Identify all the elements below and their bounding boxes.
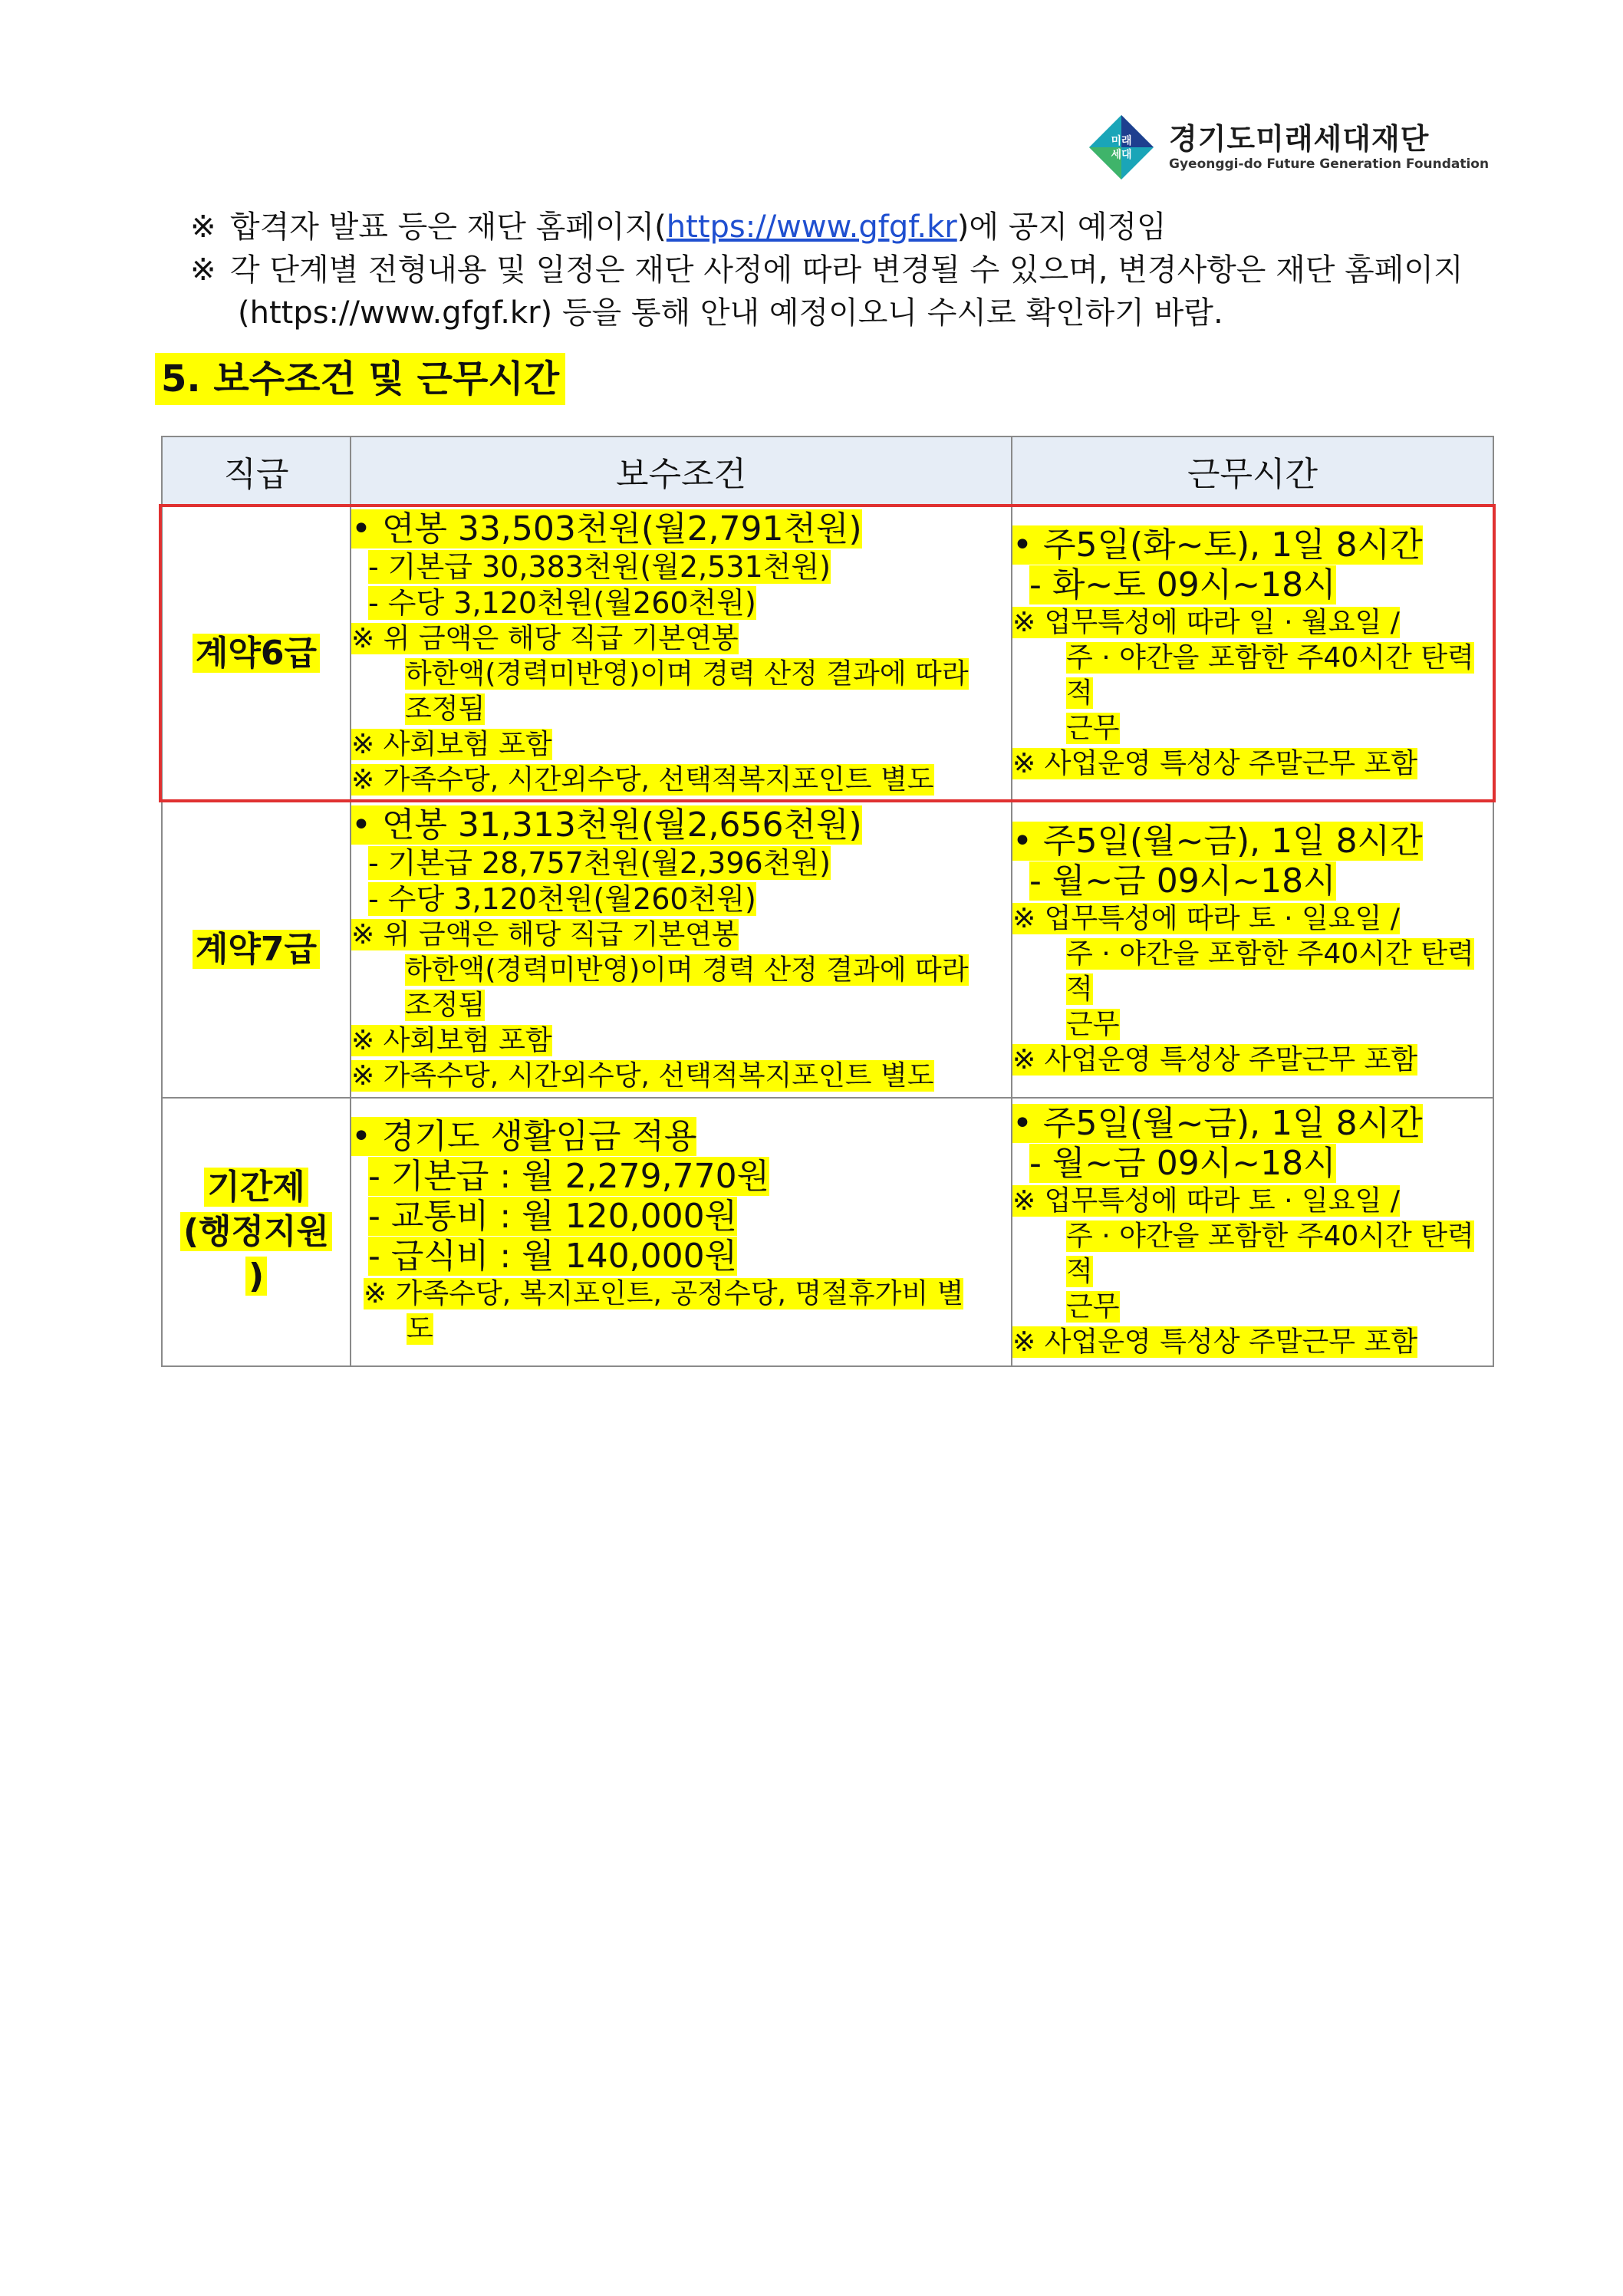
foundation-logo: [1088, 114, 1489, 181]
pay-note: 조정됨: [405, 990, 486, 1021]
grade-cell: [162, 506, 351, 802]
pay-note: ※ 사회보험 포함: [351, 729, 552, 760]
hours-note: 주 · 야간을 포함한 주40시간 탄력적: [1066, 642, 1474, 709]
section-title: 5. 보수조건 및 근무시간: [155, 353, 565, 405]
header-hours: 근무시간: [1012, 436, 1493, 506]
svg-text:세대: 세대: [1111, 149, 1132, 161]
hours-note: 근무: [1066, 1291, 1120, 1323]
transport-allowance: - 교통비 : 월 120,000원: [368, 1197, 738, 1236]
table-row: [162, 802, 1493, 1098]
header-pay: 보수조건: [351, 436, 1012, 506]
pay-note: 하한액(경력미반영)이며 경력 산정 결과에 따라: [405, 658, 969, 690]
work-days: • 주5일(월~금), 1일 8시간: [1012, 822, 1423, 861]
note-schedule-change: [184, 249, 1488, 334]
pay-head: • 경기도 생활임금 적용: [351, 1117, 697, 1156]
logo-name-ko: 경기도미래세대재단: [1169, 121, 1430, 156]
pay-cell: [351, 802, 1012, 1098]
grade-label: 계약7급: [193, 930, 320, 969]
grade-cell: [162, 1098, 351, 1366]
notes: [184, 206, 1488, 334]
hours-cell: [1012, 506, 1493, 802]
pay-note: ※ 사회보험 포함: [351, 1025, 552, 1056]
note-line: 각 단계별 전형내용 및 일정은 재단 사정에 따라 변경될 수 있으며, 변경사항은 재단 홈페이지: [230, 252, 1463, 288]
table-header-row: [162, 436, 1493, 506]
foundation-logo-icon: [1088, 114, 1155, 181]
logo-name-en: Gyeonggi-do Future Generation Foundation: [1169, 156, 1490, 172]
hours-cell: [1012, 802, 1493, 1098]
pay-note: ※ 위 금액은 해당 직급 기본연봉: [351, 919, 739, 950]
pay-note: 조정됨: [405, 693, 486, 725]
pay-note: 하한액(경력미반영)이며 경력 산정 결과에 따라: [405, 954, 969, 986]
base-pay: - 기본급 : 월 2,279,770원: [368, 1157, 770, 1196]
hours-note: ※ 업무특성에 따라 일 · 월요일 /: [1012, 607, 1400, 638]
grade-label: ): [245, 1257, 267, 1296]
svg-text:미래: 미래: [1111, 135, 1132, 147]
pay-note: ※ 위 금액은 해당 직급 기본연봉: [351, 623, 739, 654]
allowance: - 수당 3,120천원(월260천원): [368, 586, 756, 620]
note-announcement: [184, 206, 1488, 249]
reference-mark: ※: [190, 252, 216, 288]
header-grade: 직급: [162, 436, 351, 506]
annual-salary: • 연봉 31,313천원(월2,656천원): [351, 805, 862, 845]
hours-note: ※ 업무특성에 따라 토 · 일요일 /: [1012, 1185, 1400, 1217]
hours-note: 근무: [1066, 713, 1120, 744]
pay-note: ※ 가족수당, 시간외수당, 선택적복지포인트 별도: [351, 1060, 934, 1092]
pay-conditions-table: [161, 436, 1494, 1367]
hours-note: 근무: [1066, 1009, 1120, 1040]
note-line: (https://www.gfgf.kr) 등을 통해 안내 예정이오니 수시로 확인하기 바람.: [238, 295, 1223, 331]
grade-label: (행정지원: [180, 1212, 332, 1251]
table-row: [162, 1098, 1493, 1366]
annual-salary: • 연봉 33,503천원(월2,791천원): [351, 509, 862, 548]
base-pay: - 기본급 30,383천원(월2,531천원): [368, 550, 831, 584]
work-time: - 월~금 09시~18시: [1029, 861, 1336, 901]
hours-cell: [1012, 1098, 1493, 1366]
base-pay: - 기본급 28,757천원(월2,396천원): [368, 846, 831, 880]
pay-note: ※ 가족수당, 복지포인트, 공정수당, 명절휴가비 별: [364, 1278, 964, 1309]
grade-label: 계약6급: [193, 634, 320, 673]
note-text: )에 공지 예정임: [956, 209, 1167, 245]
homepage-link[interactable]: https://www.gfgf.kr: [666, 209, 957, 245]
pay-cell: [351, 506, 1012, 802]
work-days: • 주5일(월~금), 1일 8시간: [1012, 1104, 1423, 1143]
meal-allowance: - 급식비 : 월 140,000원: [368, 1237, 738, 1276]
pay-cell: [351, 1098, 1012, 1366]
hours-note: ※ 업무특성에 따라 토 · 일요일 /: [1012, 903, 1400, 934]
hours-note: 주 · 야간을 포함한 주40시간 탄력적: [1066, 938, 1474, 1005]
grade-cell: [162, 802, 351, 1098]
work-time: - 월~금 09시~18시: [1029, 1144, 1336, 1183]
hours-note: ※ 사업운영 특성상 주말근무 포함: [1012, 1044, 1418, 1076]
reference-mark: ※: [190, 209, 216, 245]
pay-note: 도: [407, 1313, 433, 1345]
grade-label: 기간제: [204, 1168, 308, 1207]
work-time: - 화~토 09시~18시: [1029, 565, 1336, 604]
pay-note: ※ 가족수당, 시간외수당, 선택적복지포인트 별도: [351, 764, 934, 796]
work-days: • 주5일(화~토), 1일 8시간: [1012, 525, 1423, 565]
hours-note: ※ 사업운영 특성상 주말근무 포함: [1012, 1326, 1418, 1358]
hours-note: 주 · 야간을 포함한 주40시간 탄력적: [1066, 1220, 1474, 1287]
note-text: 합격자 발표 등은 재단 홈페이지(: [230, 209, 667, 245]
allowance: - 수당 3,120천원(월260천원): [368, 882, 756, 916]
hours-note: ※ 사업운영 특성상 주말근무 포함: [1012, 748, 1418, 779]
table-row: [162, 506, 1493, 802]
